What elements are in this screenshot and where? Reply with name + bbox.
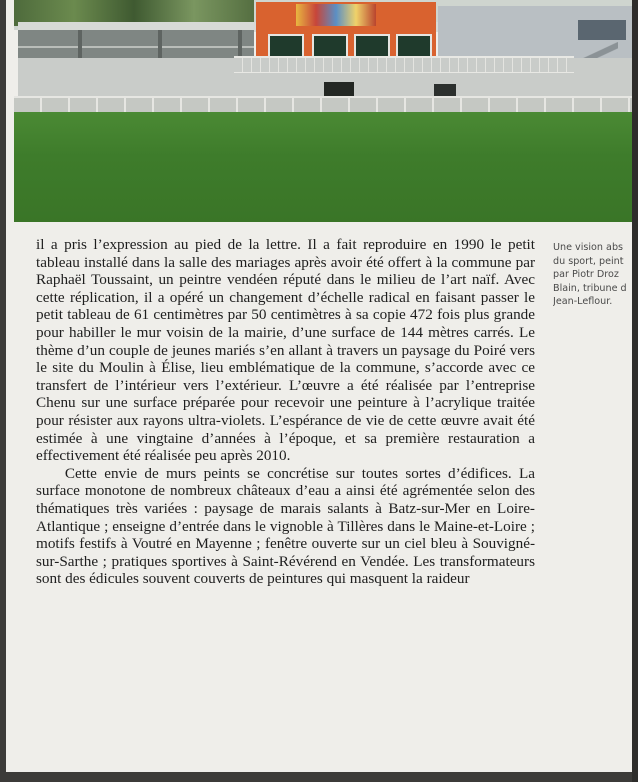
football-pitch: [14, 112, 632, 222]
painted-mural: [296, 4, 376, 26]
caption-line: par Piotr Droz: [553, 269, 619, 281]
paragraph: il a pris l’expression au pied de la lettre. Il a fait reproduire en 1990 le petit tableau installé dans la salle des mariages après avoir été offert à la commune par Raphaël Toussaint, un peintre vendéen réputé dans le milieu de l’art naïf. Avec cette réplication, il a opéré un changement d’échelle radical en faisant passer le petit tableau de 61 centimètres par 50 centimètres à sa copie 472 fois plus grande pour habiller le mur voisin de la mairie, d’une surface de 144 mètres carrés. Le thème d’un couple de jeunes mariés s’en allant à travers un paysage du Poiré vers le site du Moulin à Élise, lieu emblématique de la commune, s’accorde avec ce transfert de l’intérieur vers l’extérieur. L’œuvre a été réalisée par l’entreprise Chenu sur une surface préparée pour recevoir une peinture à l’acrylique traitée pour résister aux rayons ultra-violets. L’espérance de vie de cette œuvre avait été estimée à une vingtaine d’années à l’époque, et sa première restauration a effectivement été réalisée peu après 2010.: [36, 236, 535, 465]
stand-rail: [18, 46, 254, 48]
balustrade: [234, 56, 574, 73]
caption-line: Jean-Leflour.: [553, 296, 613, 308]
book-page: [6, 0, 632, 772]
window: [578, 20, 626, 40]
paragraph: Cette envie de murs peints se concrétise sur toutes sortes d’édifices. La surface monotone de nombreux châteaux d’eau a ainsi été agrémentée selon des thématiques très variées : paysage de marais salants à Batz-sur-Mer en Loire-Atlantique ; enseigne d’entrée dans le vignoble à Tillères dans le Maine-et-Loire ; motifs festifs à Voutré en Mayenne ; fenêtre ouverte sur un ciel bleu à Souvigné-sur-Sarthe ; pratiques sportives à Saint-Révérend en Vendée. Les transformateurs sont des édicules souvent couverts de peintures qui masquent la raideur: [36, 464, 535, 588]
caption-line: Blain, tribune d: [553, 282, 627, 294]
caption-line: Une vision abs: [553, 242, 624, 253]
photo-caption: [553, 241, 632, 309]
caption-line: du sport, peint: [553, 255, 624, 267]
article-body: [36, 236, 535, 588]
page-edge-shadow: [632, 0, 638, 782]
stadium-photo: [14, 0, 632, 222]
